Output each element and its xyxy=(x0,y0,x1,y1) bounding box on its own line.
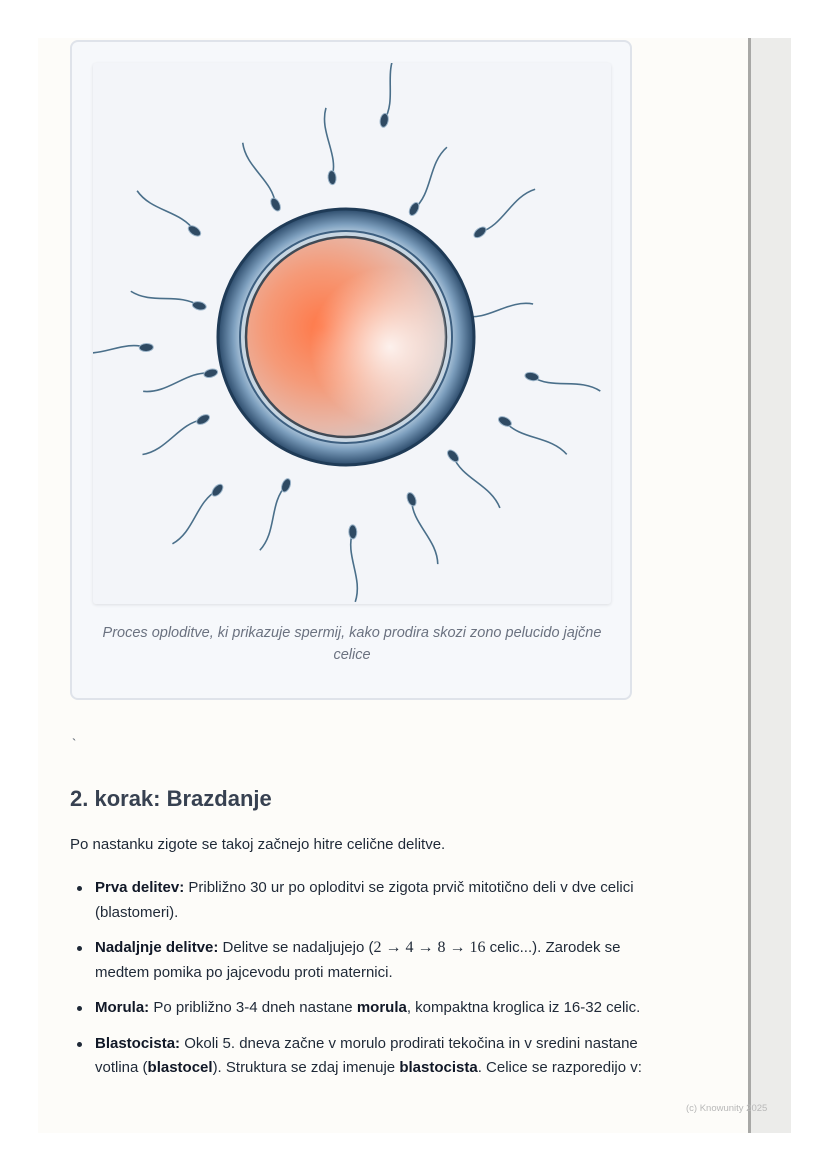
item-term: Nadaljnje delitve: xyxy=(95,939,219,956)
sperm-tail xyxy=(260,485,286,550)
figure-caption: Proces oploditve, ki prikazuje spermij, kako prodira skozi zono pelucido jajčne celice xyxy=(102,625,602,663)
section-heading: 2. korak: Brazdanje xyxy=(70,786,272,811)
sperm-tail xyxy=(131,291,199,306)
sperm-tail xyxy=(464,303,533,317)
sperm-tail xyxy=(384,63,396,120)
sperm-head xyxy=(405,491,418,507)
fertilization-illustration xyxy=(93,63,611,604)
sperm-head xyxy=(269,196,283,212)
sperm-tail xyxy=(412,499,438,564)
sperm-head xyxy=(195,413,211,427)
sperm-tail xyxy=(172,490,217,544)
sperm-head xyxy=(210,482,225,498)
sperm-tail xyxy=(351,532,358,602)
sperm-head xyxy=(379,113,389,128)
cleavage-steps-list xyxy=(70,876,650,1092)
sperm-head xyxy=(445,448,460,464)
item-term: Blastocista: xyxy=(95,1034,181,1052)
sperm-tail xyxy=(505,422,567,455)
sperm-tail xyxy=(532,377,600,392)
sperm-head xyxy=(192,300,207,311)
sperm-head xyxy=(349,525,357,539)
watermark: (c) Knowunity 2025 xyxy=(686,1103,768,1114)
sperm-head xyxy=(203,368,219,379)
sperm-head xyxy=(524,371,539,382)
item-term: Prva delitev: xyxy=(95,879,185,896)
section-intro: Po nastanku zigote se takoj začnejo hitre celične delitve. xyxy=(70,836,446,853)
sperm-head xyxy=(327,170,336,185)
egg-cell-svg xyxy=(93,63,611,604)
list-item: Morula: Po približno 3-4 dneh nastane morula, kompaktna kroglica iz 16-32 celic. xyxy=(70,996,650,1021)
sperm-tail xyxy=(480,189,535,232)
sperm-tail xyxy=(142,420,203,455)
item-term: Morula: xyxy=(95,999,150,1016)
division-sequence: 2 → 4 → 8 → 16 xyxy=(373,939,486,956)
sperm-tail xyxy=(243,143,276,205)
sperm-head xyxy=(472,225,488,240)
list-item: Blastocista: Okoli 5. dneva začne v morulo prodirati tekočina in v sredini nastane votlina (blastocel). Struktura se zdaj imenuje blastocista. Celice se razporedijo v: xyxy=(70,1032,650,1081)
sperm-tail xyxy=(453,456,500,508)
sperm-tail xyxy=(137,191,194,231)
list-item: Prva delitev: Približno 30 ur po oploditvi se zigota prvič mitotično deli v dve celici (blastomeri). xyxy=(70,876,650,925)
sperm-tail xyxy=(414,147,447,209)
sperm-tail xyxy=(93,346,146,353)
figure-card xyxy=(70,40,632,700)
stray-backtick: ` xyxy=(72,736,77,751)
sperm-head xyxy=(186,224,202,239)
sperm-tail xyxy=(324,108,333,178)
sperm-tail xyxy=(143,373,211,392)
list-item: Nadaljnje delitve: Delitve se nadaljujejo (2 → 4 → 8 → 16 celic...). Zarodek se medtem pomika po jajcevodu proti maternici. xyxy=(70,936,650,985)
document-page xyxy=(38,38,748,1133)
sperm-head xyxy=(139,343,153,352)
page-edge-scrollbar xyxy=(748,38,791,1133)
